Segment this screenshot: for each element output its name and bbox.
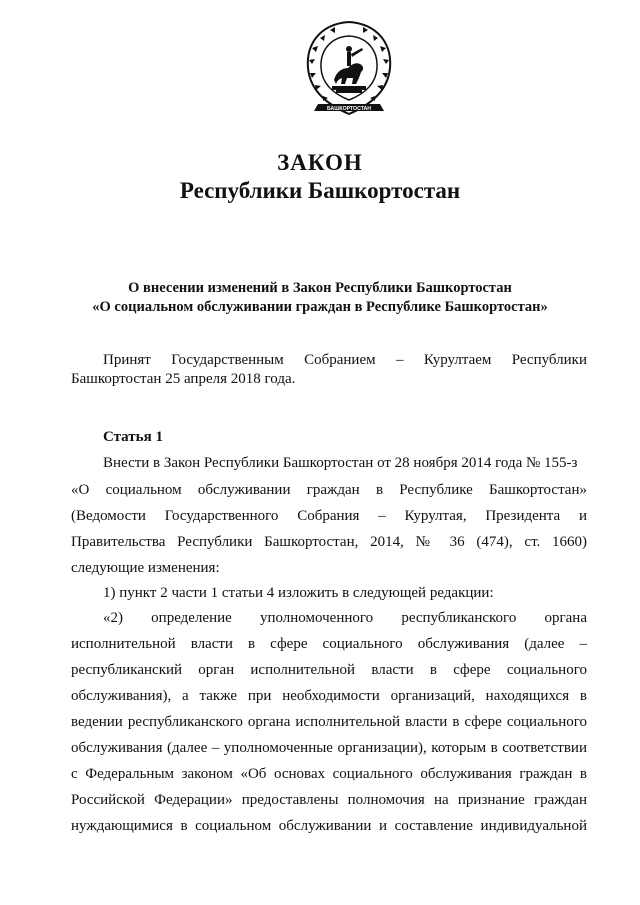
article-line: с Федеральным законом «Об основах социального обслуживания граждан в bbox=[71, 766, 587, 782]
document-title: ЗАКОН bbox=[277, 150, 363, 175]
article-line: «2) определение уполномоченного республиканского органа bbox=[103, 610, 587, 626]
article-line: Российской Федерации» предоставлены полномочия на признание граждан bbox=[71, 792, 587, 808]
article-line: следующие изменения: bbox=[71, 560, 220, 576]
article-line: нуждающимися в социальном обслуживании и составление индивидуальной bbox=[71, 818, 587, 834]
adoption-line-2: Башкортостан 25 апреля 2018 года. bbox=[71, 371, 296, 387]
article-line: обслуживания), а также при необходимости организаций, находящихся в bbox=[71, 688, 587, 704]
article-line: Правительства Республики Башкортостан, 2014, № 36 (474), ст. 1660) bbox=[71, 534, 587, 550]
emblem-ribbon-text: БАШКОРТОСТАН bbox=[326, 106, 372, 112]
law-subject-line-2: «О социальном обслуживании граждан в Республике Башкортостан» bbox=[92, 299, 548, 315]
article-line: 1) пункт 2 части 1 статьи 4 изложить в следующей редакции: bbox=[103, 585, 494, 601]
article-line: республиканский орган исполнительной власти в сфере социального bbox=[71, 662, 587, 678]
article-line: обслуживания (далее – уполномоченные организации), которым в соответствии bbox=[71, 740, 587, 756]
law-subject-line-1: О внесении изменений в Закон Республики Башкортостан bbox=[128, 280, 512, 296]
adoption-line-1: Принят Государственным Собранием – Курултаем Республики bbox=[103, 352, 587, 368]
document-subtitle: Республики Башкортостан bbox=[179, 178, 461, 203]
article-line: «О социальном обслуживании граждан в Республике Башкортостан» bbox=[71, 482, 587, 498]
coat-of-arms-icon bbox=[298, 18, 400, 122]
article-line: (Ведомости Государственного Собрания – Курултая, Президента и bbox=[71, 508, 587, 524]
article-line: ведении республиканского органа исполнительной власти в сфере социального bbox=[71, 714, 587, 730]
article-line: Внести в Закон Республики Башкортостан от 28 ноября 2014 года № 155-з bbox=[103, 455, 578, 471]
article-title: Статья 1 bbox=[103, 429, 163, 445]
article-line: исполнительной власти в сфере социального обслуживания (далее – bbox=[71, 636, 587, 652]
